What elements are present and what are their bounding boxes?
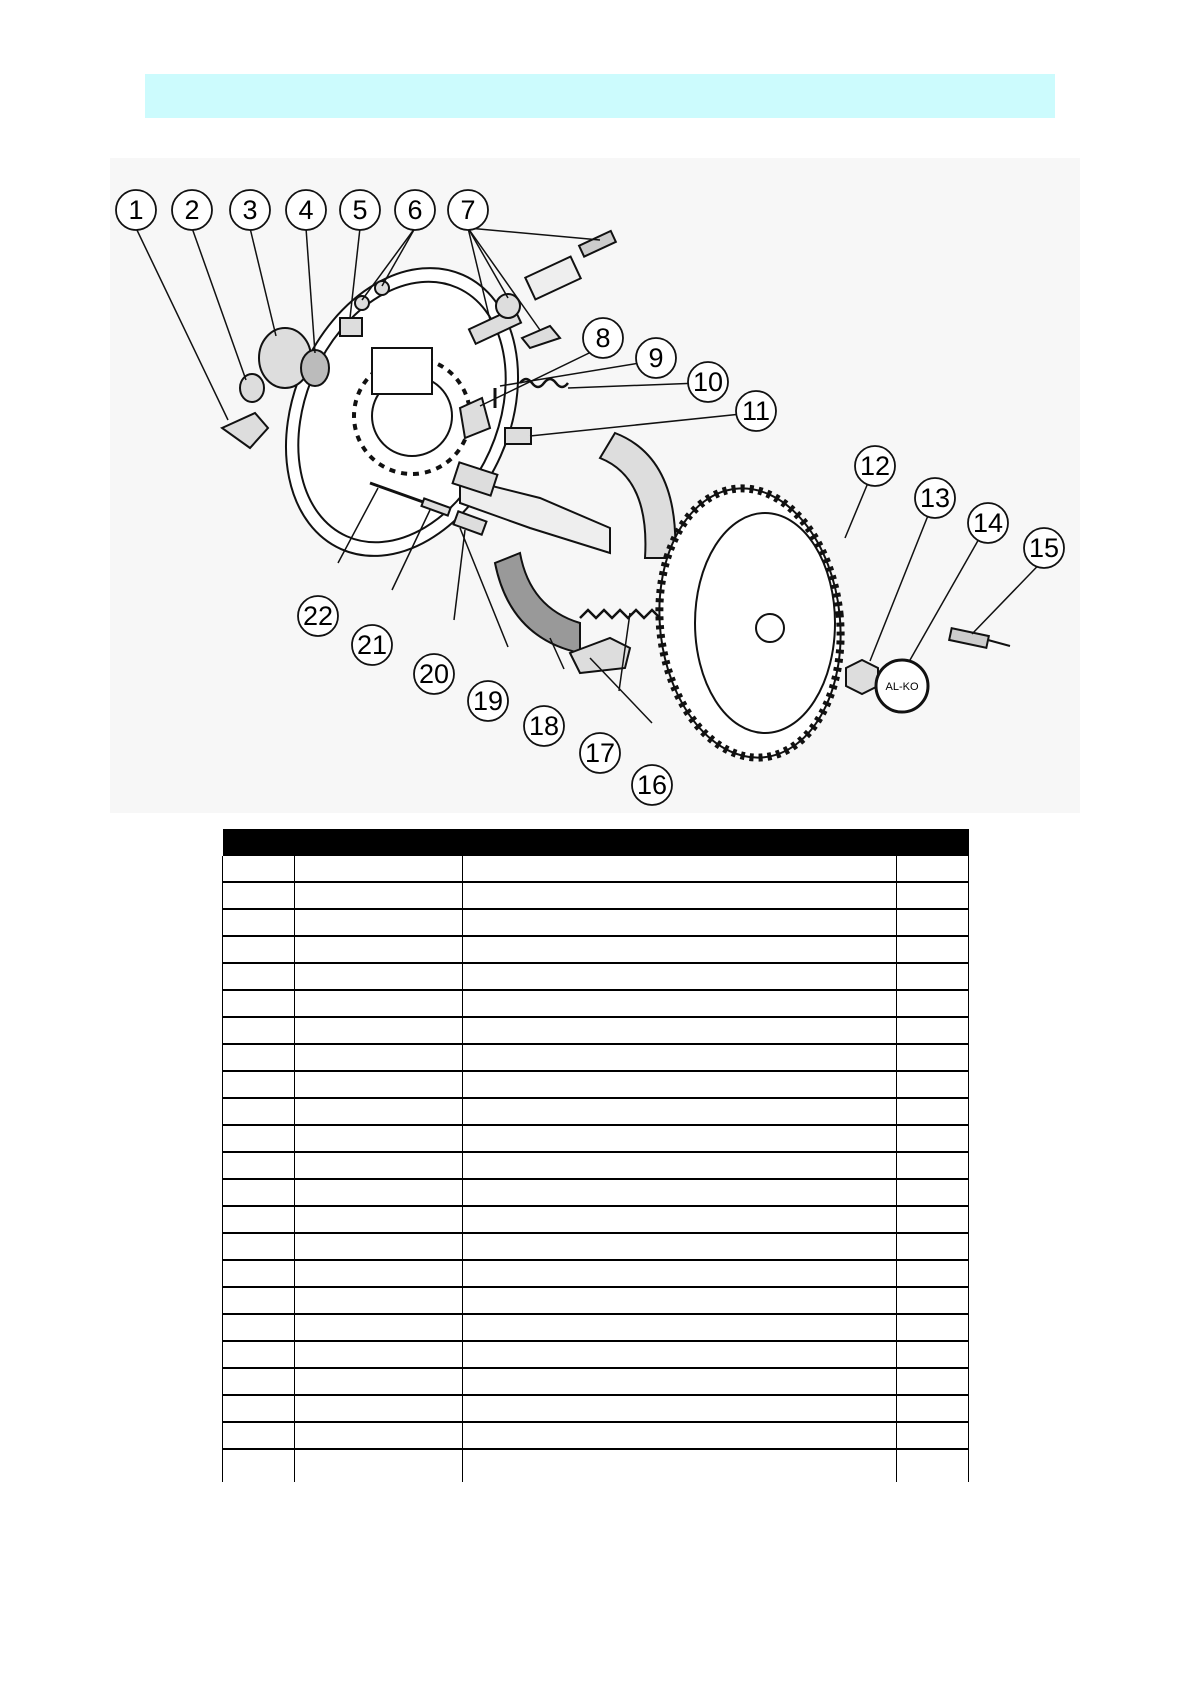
table-row xyxy=(223,1206,969,1233)
col-header-3 xyxy=(463,829,897,856)
part-7-bolt xyxy=(579,231,616,257)
table-cell xyxy=(223,1314,295,1341)
table-cell xyxy=(223,1179,295,1206)
table-cell xyxy=(897,990,969,1017)
table-row xyxy=(223,1071,969,1098)
table-cell xyxy=(897,882,969,909)
part-13-nut xyxy=(846,660,878,694)
callout-label-1: 1 xyxy=(128,195,144,225)
table-cell xyxy=(463,1368,897,1395)
table-cell xyxy=(897,1314,969,1341)
table-cell xyxy=(223,936,295,963)
table-cell xyxy=(223,1341,295,1368)
callout-labels xyxy=(128,195,1059,800)
table-cell xyxy=(295,1125,463,1152)
callout-label-4: 4 xyxy=(298,195,314,225)
callout-label-3: 3 xyxy=(242,195,258,225)
table-cell xyxy=(897,1098,969,1125)
table-row xyxy=(223,963,969,990)
part-7-bush xyxy=(525,257,580,300)
part-7-pawl xyxy=(522,326,560,348)
part-11-adjuster xyxy=(505,428,531,444)
table-cell xyxy=(463,936,897,963)
table-row xyxy=(223,909,969,936)
table-cell xyxy=(223,1152,295,1179)
table-cell xyxy=(295,856,463,882)
table-cell xyxy=(295,1341,463,1368)
table-cell xyxy=(463,990,897,1017)
table-cell xyxy=(463,963,897,990)
table-row xyxy=(223,1260,969,1287)
table-cell xyxy=(295,1287,463,1314)
table-cell xyxy=(897,1206,969,1233)
table-cell xyxy=(897,963,969,990)
table-cell xyxy=(295,990,463,1017)
table-cell xyxy=(463,1017,897,1044)
table-cell xyxy=(897,1368,969,1395)
table-cell xyxy=(223,1044,295,1071)
table-row xyxy=(223,1287,969,1314)
table-row xyxy=(223,1044,969,1071)
table-row xyxy=(223,1368,969,1395)
table-cell xyxy=(223,963,295,990)
callout-label-7: 7 xyxy=(460,195,476,225)
table-cell xyxy=(295,1449,463,1482)
part-6-nut-b xyxy=(375,281,389,295)
exploded-brake-diagram xyxy=(110,158,1080,813)
part-18-shoe-lower xyxy=(495,553,580,653)
table-cell xyxy=(897,1125,969,1152)
table-cell xyxy=(897,1422,969,1449)
part-6-nut-a xyxy=(355,296,369,310)
callout-label-2: 2 xyxy=(184,195,200,225)
table-cell xyxy=(223,1125,295,1152)
col-header-4 xyxy=(897,829,969,856)
table-cell xyxy=(463,1233,897,1260)
callout-label-16: 16 xyxy=(636,770,668,800)
table-cell xyxy=(463,1341,897,1368)
table-cell xyxy=(223,1395,295,1422)
table-cell xyxy=(897,1233,969,1260)
table-cell xyxy=(223,1422,295,1449)
table-cell xyxy=(897,909,969,936)
callout-label-11: 11 xyxy=(741,396,771,426)
table-row xyxy=(223,1125,969,1152)
table-cell xyxy=(223,1206,295,1233)
table-cell xyxy=(295,1260,463,1287)
table-cell xyxy=(223,1098,295,1125)
table-cell xyxy=(223,990,295,1017)
part-1-clip xyxy=(222,413,268,448)
table-cell xyxy=(463,1125,897,1152)
callout-label-10: 10 xyxy=(692,367,724,397)
table-cell xyxy=(295,909,463,936)
table-cell xyxy=(897,1017,969,1044)
table-cell xyxy=(223,1287,295,1314)
callout-label-12: 12 xyxy=(859,451,891,481)
table-cell xyxy=(295,1098,463,1125)
diagram-svg xyxy=(110,158,1080,813)
table-row xyxy=(223,1152,969,1179)
table-cell xyxy=(897,936,969,963)
callout-label-18: 18 xyxy=(528,711,560,741)
parts-table-header xyxy=(223,829,969,856)
part-4-seal xyxy=(301,350,329,386)
table-cell xyxy=(223,1017,295,1044)
table-cell xyxy=(897,1260,969,1287)
table-cell xyxy=(295,1233,463,1260)
table-cell xyxy=(897,1044,969,1071)
table-cell xyxy=(223,1368,295,1395)
table-cell xyxy=(897,1395,969,1422)
table-cell xyxy=(295,1152,463,1179)
table-row xyxy=(223,1314,969,1341)
page-title xyxy=(145,74,1055,118)
table-row xyxy=(223,1341,969,1368)
callout-label-8: 8 xyxy=(595,323,611,353)
table-row xyxy=(223,1395,969,1422)
table-cell xyxy=(463,1098,897,1125)
table-cell xyxy=(295,1368,463,1395)
table-cell xyxy=(463,1314,897,1341)
table-cell xyxy=(295,1179,463,1206)
table-cell xyxy=(295,1206,463,1233)
table-cell xyxy=(463,1395,897,1422)
table-cell xyxy=(463,1449,897,1482)
callout-label-13: 13 xyxy=(919,483,951,513)
callout-label-9: 9 xyxy=(648,343,664,373)
table-cell xyxy=(463,1152,897,1179)
table-cell xyxy=(223,1260,295,1287)
table-cell xyxy=(463,1422,897,1449)
table-cell xyxy=(897,1341,969,1368)
col-header-2 xyxy=(295,829,463,856)
table-cell xyxy=(463,1071,897,1098)
table-cell xyxy=(295,1314,463,1341)
table-cell xyxy=(223,1233,295,1260)
table-row xyxy=(223,990,969,1017)
table-row xyxy=(223,1017,969,1044)
table-cell xyxy=(295,1044,463,1071)
table-cell xyxy=(897,856,969,882)
table-cell xyxy=(897,1449,969,1482)
table-row xyxy=(223,1233,969,1260)
callout-label-19: 19 xyxy=(472,686,504,716)
table-row xyxy=(223,1179,969,1206)
table-cell xyxy=(463,1260,897,1287)
table-cell xyxy=(295,1395,463,1422)
part-15-wheel-bolt xyxy=(949,628,989,648)
table-cell xyxy=(463,1044,897,1071)
table-cell xyxy=(295,882,463,909)
part-20-block xyxy=(454,511,487,534)
table-cell xyxy=(223,1449,295,1482)
table-cell xyxy=(463,1206,897,1233)
table-cell xyxy=(223,856,295,882)
table-cell xyxy=(223,909,295,936)
table-cell xyxy=(463,856,897,882)
table-row xyxy=(223,856,969,882)
table-cell xyxy=(295,1422,463,1449)
table-row xyxy=(223,1098,969,1125)
brake-cam-bracket xyxy=(372,348,432,394)
table-cell xyxy=(897,1179,969,1206)
table-cell xyxy=(463,1287,897,1314)
callout-label-17: 17 xyxy=(584,738,616,768)
part-2-bearing xyxy=(240,374,264,402)
table-cell xyxy=(295,1071,463,1098)
table-cell xyxy=(223,882,295,909)
table-cell xyxy=(463,909,897,936)
callout-label-14: 14 xyxy=(972,508,1004,538)
table-cell xyxy=(897,1287,969,1314)
table-row xyxy=(223,882,969,909)
table-row xyxy=(223,1422,969,1449)
table-row xyxy=(223,1449,969,1482)
table-cell xyxy=(295,963,463,990)
table-cell xyxy=(295,936,463,963)
part-5-plate xyxy=(340,318,362,336)
table-cell xyxy=(897,1071,969,1098)
table-cell xyxy=(463,1179,897,1206)
part-18-shoe-upper xyxy=(600,433,675,558)
parts-table-body xyxy=(223,856,969,1482)
table-cell xyxy=(897,1152,969,1179)
part-17-spring xyxy=(580,610,660,618)
table-row xyxy=(223,936,969,963)
col-header-1 xyxy=(223,829,295,856)
callout-label-5: 5 xyxy=(352,195,368,225)
callout-label-21: 21 xyxy=(356,630,388,660)
callout-label-6: 6 xyxy=(407,195,423,225)
table-cell xyxy=(463,882,897,909)
callout-label-22: 22 xyxy=(302,601,334,631)
parts-table xyxy=(222,829,969,1482)
table-cell xyxy=(223,1071,295,1098)
hub-cap-logo-text: AL-KO xyxy=(885,681,919,693)
callout-label-20: 20 xyxy=(418,659,450,689)
callout-label-15: 15 xyxy=(1028,533,1060,563)
table-cell xyxy=(295,1017,463,1044)
